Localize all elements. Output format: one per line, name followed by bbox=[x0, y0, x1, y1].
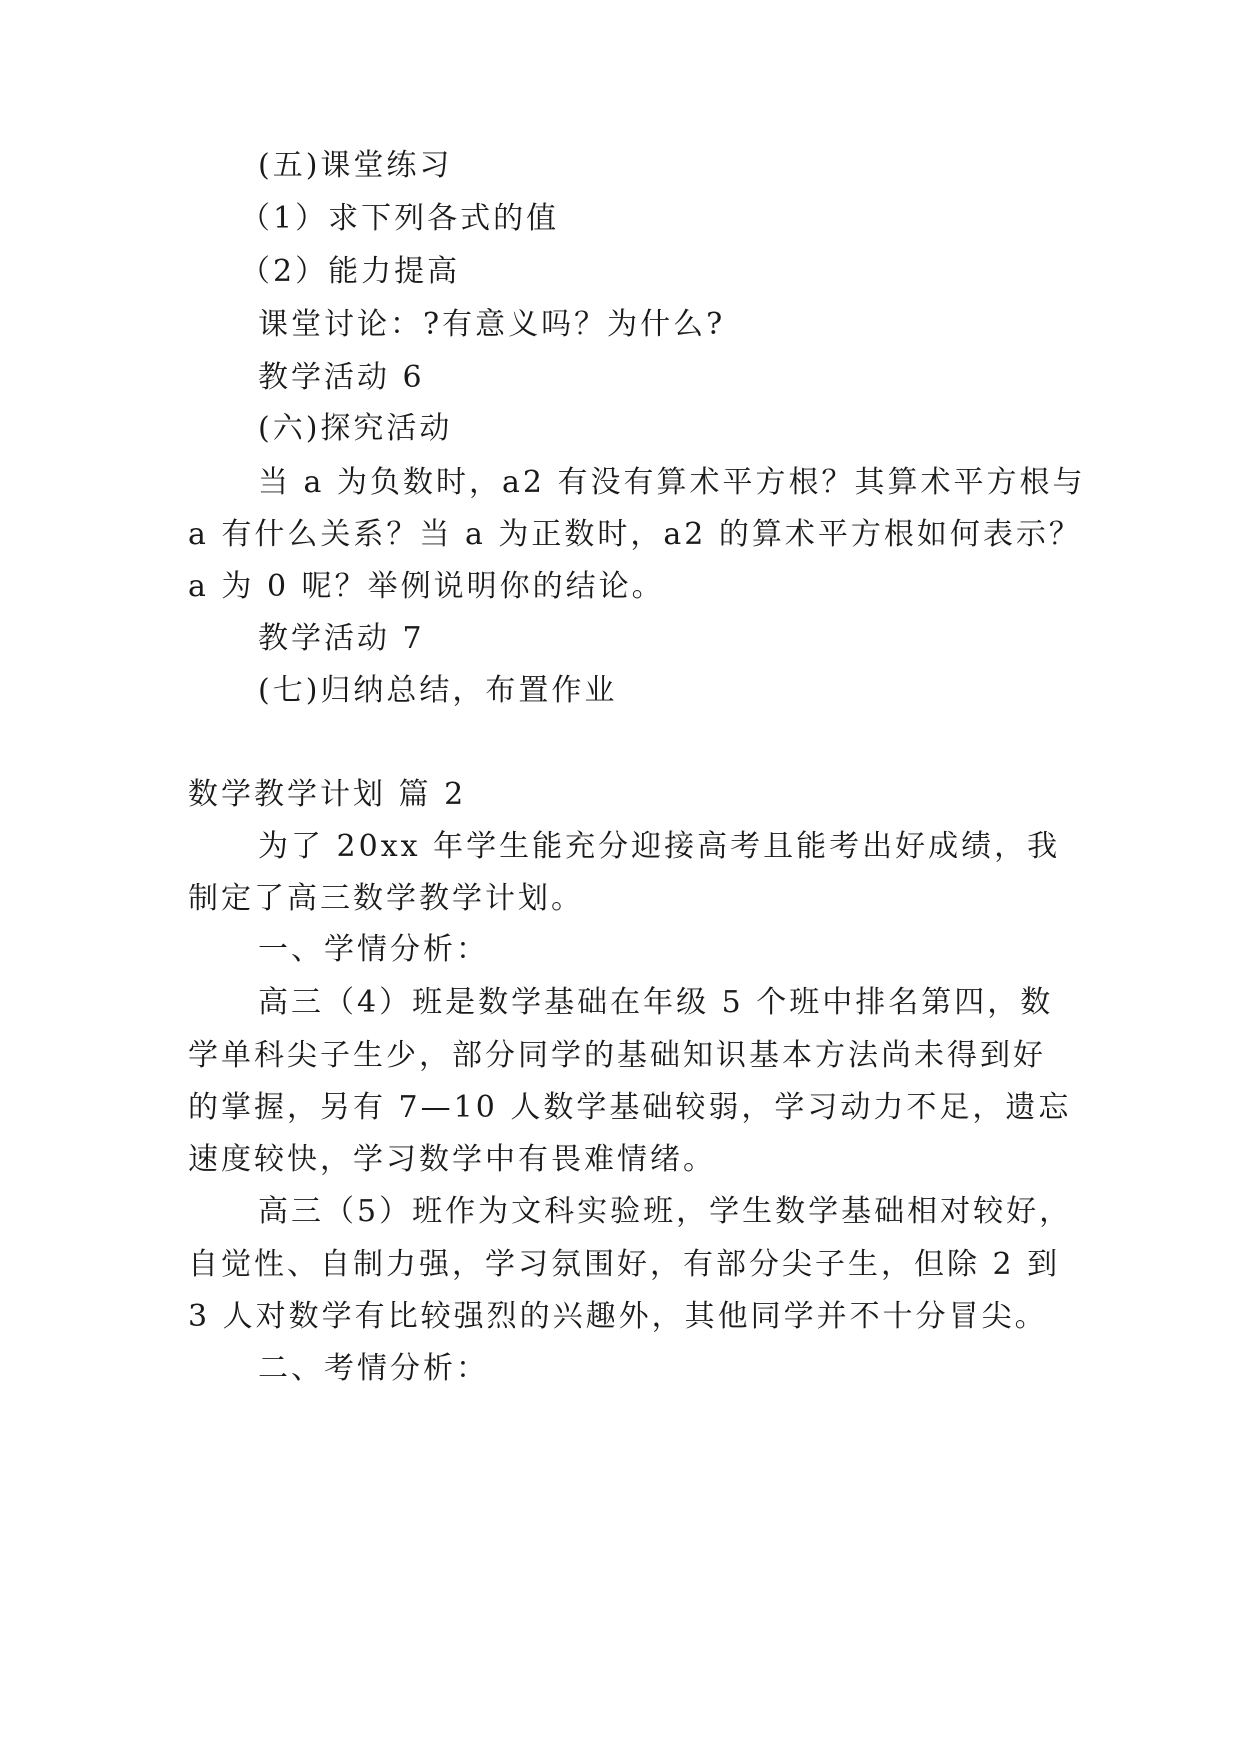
class5-paragraph-line-3: 3 人对数学有比较强烈的兴趣外，其他同学并不十分冒尖。 bbox=[188, 1299, 1048, 1334]
explore-paragraph-line-3: a 为 0 呢？举例说明你的结论。 bbox=[188, 569, 665, 604]
class4-paragraph-line-1: 高三（4）班是数学基础在年级 5 个班中排名第四，数 bbox=[258, 985, 1054, 1020]
activity-7-label: 教学活动 7 bbox=[258, 621, 425, 656]
explore-heading: (六)探究活动 bbox=[258, 411, 453, 446]
summary-heading: (七)归纳总结，布置作业 bbox=[258, 673, 618, 708]
exercise-item-2: （2）能力提高 bbox=[240, 254, 461, 289]
exercise-item-1: （1）求下列各式的值 bbox=[240, 201, 560, 236]
class5-paragraph-line-1: 高三（5）班作为文科实验班，学生数学基础相对较好， bbox=[258, 1194, 1073, 1229]
intro-paragraph-line-1: 为了 20xx 年学生能充分迎接高考且能考出好成绩，我 bbox=[258, 829, 1061, 864]
explore-paragraph-line-1: 当 a 为负数时，a2 有没有算术平方根？其算术平方根与 bbox=[258, 465, 1086, 500]
exam-analysis-heading: 二、考情分析： bbox=[258, 1351, 489, 1386]
section-title: 数学教学计划 篇 2 bbox=[188, 777, 467, 812]
explore-paragraph-line-2: a 有什么关系？当 a 为正数时，a2 的算术平方根如何表示？ bbox=[188, 517, 1082, 552]
class4-paragraph-line-3: 的掌握，另有 7—10 人数学基础较弱，学习动力不足，遗忘 bbox=[188, 1090, 1072, 1125]
class4-paragraph-line-4: 速度较快，学习数学中有畏难情绪。 bbox=[188, 1142, 716, 1177]
class5-paragraph-line-2: 自觉性、自制力强，学习氛围好，有部分尖子生，但除 2 到 bbox=[188, 1247, 1061, 1282]
class4-paragraph-line-2: 学单科尖子生少，部分同学的基础知识基本方法尚未得到好 bbox=[188, 1038, 1046, 1073]
classroom-discussion: 课堂讨论：?有意义吗？为什么? bbox=[258, 307, 726, 342]
activity-6-label: 教学活动 6 bbox=[258, 360, 425, 395]
intro-paragraph-line-2: 制定了高三数学教学计划。 bbox=[188, 881, 584, 916]
student-analysis-heading: 一、学情分析： bbox=[258, 932, 489, 967]
exercise-heading: (五)课堂练习 bbox=[258, 148, 453, 183]
